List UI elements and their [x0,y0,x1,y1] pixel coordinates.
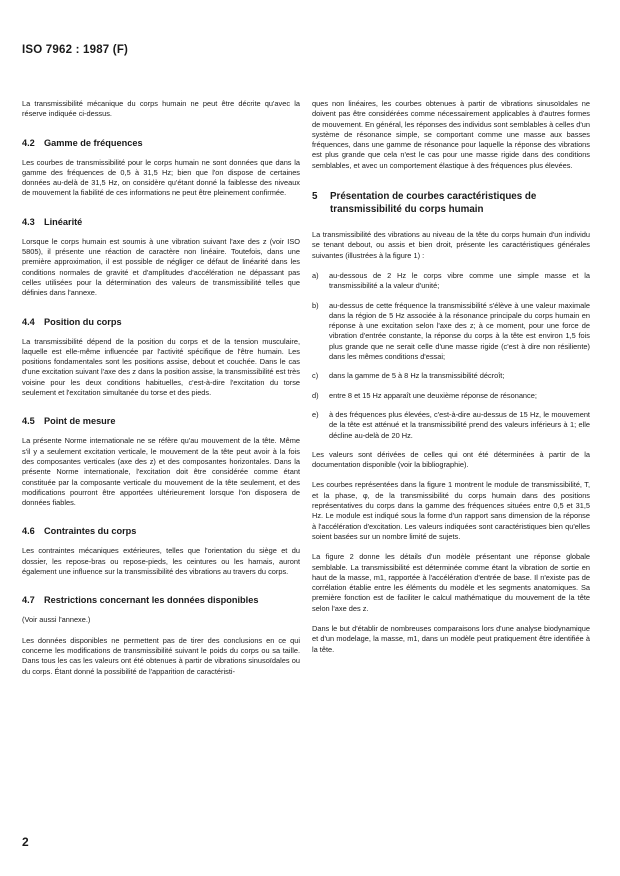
section-5-intro: La transmissibilité des vibrations au niveau de la tête du corps humain d'un individu se tenant debout, ou assis et bien droit, présente les caractéristiques générales suivantes (illustrées à la figure 1) : [312,230,590,260]
list-item [312,301,590,363]
list-item-text: entre 8 et 15 Hz apparaît une deuxième réponse de résonance; [329,390,537,400]
section-number: 5 [312,191,318,203]
section-heading-4-5 [22,416,300,427]
list-item-label: b) [312,300,319,310]
section-title: Point de mesure [44,416,116,427]
list-item [312,371,590,381]
section-4-4-text: La transmissibilité dépend de la position du corps et de la tension musculaire, laquelle est elle-même influencée par l'activité spécifique de l'être humain. Les positions fondamentales sont les positions assise, debout et couchée. Dans le cas d'une excitation suivant l'axe des z dans la position assise, la transmissibilité est très voisine pour les deux conditions habituelles, c'est-à-dire l'excitation du torse seulement et l'excitation simultanée du torse et des pieds. [22,336,300,398]
section-4-2-text: Les courbes de transmissibilité pour le corps humain ne sont données que dans la gamme des fréquences de 0,5 à 31,5 Hz; bien que l'on dispose de certaines données au-delà de 31,5 Hz, on considère qu'étant donné la faiblesse des niveaux de mouvement la fiabilité de ces informations ne peut être pleinement confirmée. [22,157,300,198]
list-item [312,410,590,441]
list-item-label: c) [312,371,319,381]
figure-2-paragraph: La figure 2 donne les détails d'un modèle présentant une réponse globale semblable. La transmissibilité est déterminée comme étant la vibration de sortie en haut de la masse, m1, rapportée à l'accélération d'entrée de base. Il n'existe pas de corrélation établie entre les éléments du modèle et les segments anatomiques. Sa première fonction est de faciliter le calcul mathématique du mouvement de la tête selon l'axe des z. [312,552,590,613]
section-heading-4-7 [22,595,300,606]
section-heading-4-2 [22,138,300,149]
section-title: Position du corps [44,316,122,327]
section-title: Gamme de fréquences [44,137,143,148]
section-4-6-text: Les contraintes mécaniques extérieures, telles que l'orientation du siège et du dossier, les repose-bras ou repose-pieds, les ceintures ou les harnais, auront également une influence sur la transmissibilité des vibrations au travers du corps. [22,546,300,577]
list-item-text: au-dessus de cette fréquence la transmissibilité s'élève à une valeur maximale dans la région de 5 Hz associée à la résonance principale du corps humain en réponse à une excitation selon l'axe des z; à ce moment, pour une force de vibration d'entrée constante, la réponse du corps à la tête est environ 1,5 fois plus grande que ne serait celle d'une masse rigide (c'est à dire non résiliente) dans les mêmes conditions d'essai; [329,300,590,362]
section-title: Contraintes du corps [44,526,137,537]
page-header-title: ISO 7962 : 1987 (F) [22,44,129,56]
figure-1-paragraph: Les courbes représentées dans la figure 1 montrent le module de transmissibilité, T, et la phase, φ, de la transmissibilité du corps humain dans des positions représentatives du corps dans la gamme des fréquences situées entre 0,5 et 31,5 Hz. Le module est indiqué sous la forme d'un rapport sans dimension de la réponse à l'accélération d'excitation. Les valeurs indiquées sont caractéristiques bien qu'elles soient basées sur un nombre limité de sujets. [312,480,590,541]
section-heading-4-6 [22,526,300,537]
section-4-7-text: Les données disponibles ne permettent pas de tirer des conclusions en ce qui concerne les modifications de transmissibilité suivant le poids du corps ou sa taille. Dans tous les cas les valeurs ont été obtenues à partir de vibrations sinusoïdales ou du corps. Étant donné la possibilité de l'apparition de caractéristi- [22,635,300,676]
section-number: 4.6 [22,526,35,537]
section-4-7-see-also: (Voir aussi l'annexe.) [22,615,91,625]
section-number: 4.7 [22,595,35,606]
list-item [312,271,590,292]
right-column [312,99,590,665]
list-item-text: dans la gamme de 5 à 8 Hz la transmissibilité décroît; [329,371,505,381]
list-item-text: à des fréquences plus élevées, c'est-à-dire au-dessus de 15 Hz, le mouvement de la tête est atténué et la transmissibilité prend des valeurs inférieurs à 1; elle décline au-delà de 20 Hz. [329,409,590,440]
continuation-paragraph: ques non linéaires, les courbes obtenues à partir de vibrations sinusoïdales ne doivent pas être considérées comme nécessairement applicables à d'autres formes de mouvement. En général, les réponses des individus sont semblables à celles d'un système de résonance simple, se comportant comme une masse aux basses fréquences, dans une gamme de résonance pour laquelle la réponse des vibrations est plus grande que cela n'est le cas pour une masse rigide dans des conditions semblables, et avec un comportement élastique à des fréquences plus élevées. [312,99,590,170]
values-paragraph: Les valeurs sont dérivées de celles qui ont été déterminées à partir de la documentation disponible (voir la bibliographie). [312,449,590,470]
list-item [312,391,590,401]
list-item-label: e) [312,409,319,419]
intro-paragraph: La transmissibilité mécanique du corps humain ne peut être décrite qu'avec la réserve indiquée ci-dessus. [22,99,300,119]
section-title: Restrictions concernant les données disponibles [44,595,259,606]
section-heading-5 [312,191,590,216]
list-item-label: a) [312,270,319,280]
section-title: Linéarité [44,216,83,227]
section-number: 4.3 [22,216,35,227]
model-paragraph: Dans le but d'établir de nombreuses comparaisons lors d'une analyse biodynamique et d'un modelage, la masse, m1, dans un modèle peut pratiquement être identifiée à la tête. [312,623,590,654]
section-number: 4.2 [22,137,35,148]
section-heading-4-3 [22,217,300,228]
section-number: 4.4 [22,316,35,327]
page-number: 2 [22,835,29,849]
list-item-label: d) [312,390,319,400]
left-column [22,99,300,687]
section-4-3-text: Lorsque le corps humain est soumis à une vibration suivant l'axe des z (voir ISO 5805), il présente une réaction de caractère non linéaire. Toutefois, dans une première approximation, il est possible de négliger ce défaut de linéarité dans les conditions normales de gravité et d'amplitudes d'accélération ne dépassant pas celles utilisées pour la détermination des valeurs de transmissibilité telles que définies dans l'annexe. [22,236,300,298]
list-item-text: au-dessous de 2 Hz le corps vibre comme une simple masse et la transmissibilité a la valeur d'unité; [329,270,590,291]
section-heading-4-4 [22,317,300,328]
section-title: Présentation de courbes caractéristiques de transmissibilité du corps humain [330,191,537,215]
section-4-5-text: La présente Norme internationale ne se réfère qu'au mouvement de la tête. Même s'il y a seulement excitation verticale, le mouvement de la tête peut avoir à la fois des composantes verticales (axe des z) et des composantes horizontales. Dans la présente Norme internationale, l'excitation doit être considérée comme étant constituée par la composante verticale du mouvement de la tête seulement, et des modifications pourront être apportées ultérieurement lorsque l'on disposera de données fiables. [22,436,300,508]
section-number: 4.5 [22,416,35,427]
